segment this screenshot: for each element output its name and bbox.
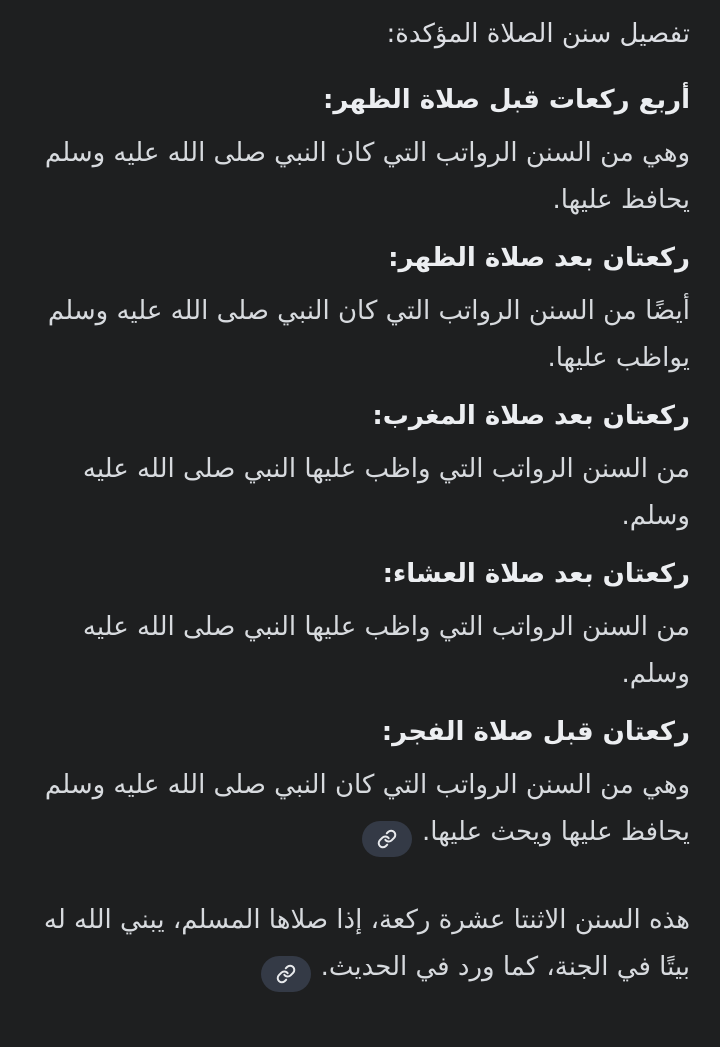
link-icon xyxy=(276,964,296,984)
intro-line: تفصيل سنن الصلاة المؤكدة: xyxy=(386,19,690,49)
section-heading-dhuhr-after: ركعتان بعد صلاة الظهر: xyxy=(388,243,690,273)
section-body-maghrib-after: من السنن الرواتب التي واظب عليها النبي صلى الله عليه وسلم. xyxy=(82,454,690,531)
citation-chip[interactable] xyxy=(261,956,311,992)
section-heading-dhuhr-before: أربع ركعات قبل صلاة الظهر: xyxy=(322,85,690,115)
section-body-text: وهي من السنن الرواتب التي كان النبي صلى الله عليه وسلم يحافظ عليها ويحث عليها. xyxy=(44,770,690,847)
closing-paragraph xyxy=(30,897,690,992)
section-body-dhuhr-before: وهي من السنن الرواتب التي كان النبي صلى الله عليه وسلم يحافظ عليها. xyxy=(44,138,690,215)
section-heading-fajr-before: ركعتان قبل صلاة الفجر: xyxy=(381,717,690,747)
link-icon xyxy=(377,829,397,849)
citation-chip[interactable] xyxy=(362,821,412,857)
section-heading-isha-after: ركعتان بعد صلاة العشاء: xyxy=(382,559,690,589)
closing-text: هذه السنن الاثنتا عشرة ركعة، إذا صلاها المسلم، يبني الله له بيتًا في الجنة، كما ورد في الحديث. xyxy=(43,905,690,982)
section-body-isha-after: من السنن الرواتب التي واظب عليها النبي صلى الله عليه وسلم. xyxy=(82,612,690,689)
section-body-fajr-before xyxy=(30,762,690,857)
section-heading-maghrib-after: ركعتان بعد صلاة المغرب: xyxy=(372,401,690,431)
section-body-dhuhr-after: أيضًا من السنن الرواتب التي كان النبي صلى الله عليه وسلم يواظب عليها. xyxy=(47,296,690,373)
